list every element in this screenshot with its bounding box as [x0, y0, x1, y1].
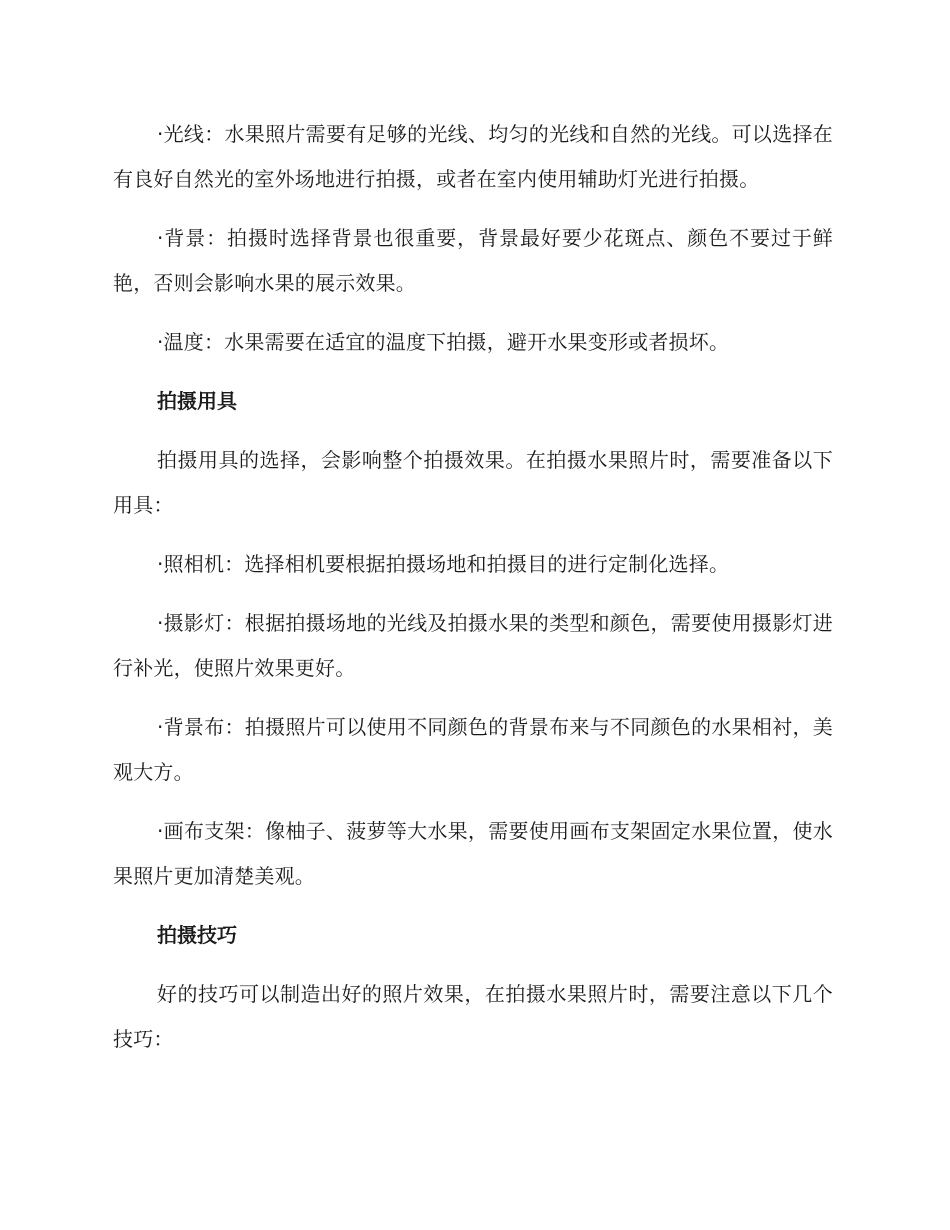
- section-heading-techniques: 拍摄技巧: [157, 923, 237, 947]
- paragraph-techniques-intro: 好的技巧可以制造出好的照片效果，在拍摄水果照片时，需要注意以下几个技巧：: [113, 982, 833, 1051]
- paragraph-backdrop-cloth: ·背景布：拍摄照片可以使用不同颜色的背景布来与不同颜色的水果相衬，美观大方。: [113, 715, 833, 784]
- paragraph-temperature: ·温度：水果需要在适宜的温度下拍摄，避开水果变形或者损坏。: [157, 330, 730, 354]
- paragraph-studio-light: ·摄影灯：根据拍摄场地的光线及拍摄水果的类型和颜色，需要使用摄影灯进行补光，使照片效果更好。: [113, 611, 833, 680]
- paragraph-background: ·背景：拍摄时选择背景也很重要，背景最好要少花斑点、颜色不要过于鲜艳，否则会影响水果的展示效果。: [113, 226, 833, 295]
- section-heading-equipment: 拍摄用具: [157, 389, 237, 413]
- paragraph-camera: ·照相机：选择相机要根据拍摄场地和拍摄目的进行定制化选择。: [157, 552, 730, 576]
- document-page: [113, 112, 833, 1076]
- paragraph-canvas-stand: ·画布支架：像柚子、菠萝等大水果，需要使用画布支架固定水果位置，使水果照片更加清楚美观。: [113, 819, 833, 888]
- paragraph-lighting: ·光线：水果照片需要有足够的光线、均匀的光线和自然的光线。可以选择在有良好自然光的室外场地进行拍摄，或者在室内使用辅助灯光进行拍摄。: [113, 122, 833, 191]
- paragraph-equipment-intro: 拍摄用具的选择，会影响整个拍摄效果。在拍摄水果照片时，需要准备以下用具：: [113, 448, 833, 517]
